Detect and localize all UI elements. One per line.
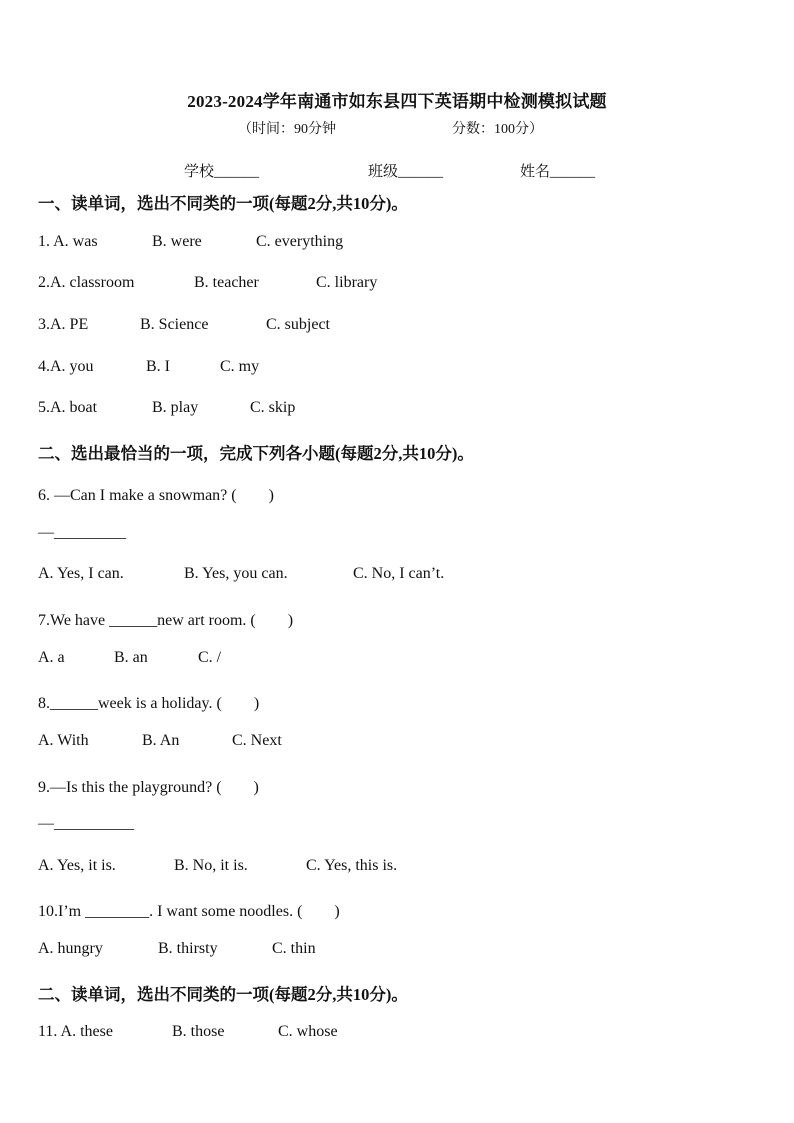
question-8-options: [38, 732, 778, 754]
q10-stem: 10.I’m ________. I want some noodles. ( ): [38, 903, 340, 920]
q9-option-c[interactable]: C. Yes, this is.: [306, 857, 398, 874]
page-title: 2023-2024学年南通市如东县四下英语期中检测模拟试题: [187, 92, 607, 111]
q2-option-a[interactable]: 2.A. classroom: [38, 274, 135, 291]
question-5: [38, 399, 778, 421]
q10-option-a[interactable]: A. hungry: [38, 940, 103, 957]
section-heading-1: 一、读单词，选出不同类的一项(每题2分,共10分)。: [38, 194, 408, 213]
q10-option-b[interactable]: B. thirsty: [158, 940, 218, 957]
q9-option-b[interactable]: B. No, it is.: [174, 857, 248, 874]
q9-answer-blank[interactable]: —__________: [38, 815, 134, 832]
q8-option-c[interactable]: C. Next: [232, 732, 282, 749]
q3-option-c[interactable]: C. subject: [266, 316, 330, 333]
exam-score: 分数：100分）: [452, 122, 543, 137]
question-3: [38, 316, 778, 338]
q3-option-b[interactable]: B. Science: [140, 316, 209, 333]
q6-option-c[interactable]: C. No, I can’t.: [353, 565, 445, 582]
q6-option-a[interactable]: A. Yes, I can.: [38, 565, 124, 582]
question-2: [38, 274, 778, 296]
q1-option-c[interactable]: C. everything: [256, 233, 344, 250]
q9-option-a[interactable]: A. Yes, it is.: [38, 857, 116, 874]
q4-option-a[interactable]: 4.A. you: [38, 358, 94, 375]
question-6-options: [38, 565, 778, 587]
section-heading-3: 二、读单词，选出不同类的一项(每题2分,共10分)。: [38, 985, 408, 1004]
q11-option-c[interactable]: C. whose: [278, 1023, 338, 1040]
q8-stem: 8.______week is a holiday. ( ): [38, 695, 260, 712]
q4-option-b[interactable]: B. I: [146, 358, 170, 375]
q4-option-c[interactable]: C. my: [220, 358, 260, 375]
q7-stem: 7.We have ______new art room. ( ): [38, 612, 294, 629]
q10-option-c[interactable]: C. thin: [272, 940, 316, 957]
q11-option-b[interactable]: B. those: [172, 1023, 225, 1040]
q1-option-a[interactable]: 1. A. was: [38, 233, 98, 250]
q9-stem: 9.—Is this the playground? ( ): [38, 779, 259, 796]
q2-option-c[interactable]: C. library: [316, 274, 378, 291]
question-9-options: [38, 857, 778, 879]
q6-answer-blank[interactable]: —_________: [38, 524, 126, 541]
q8-option-a[interactable]: A. With: [38, 732, 89, 749]
q3-option-a[interactable]: 3.A. PE: [38, 316, 89, 333]
q7-option-c[interactable]: C. /: [198, 649, 222, 666]
class-field[interactable]: 班级______: [368, 164, 444, 180]
question-11: [38, 1023, 778, 1045]
q6-option-b[interactable]: B. Yes, you can.: [184, 565, 288, 582]
q5-option-c[interactable]: C. skip: [250, 399, 296, 416]
section-heading-2: 二、选出最恰当的一项，完成下列各小题(每题2分,共10分)。: [38, 444, 474, 463]
q1-option-b[interactable]: B. were: [152, 233, 202, 250]
q6-stem: 6. —Can I make a snowman? ( ): [38, 487, 274, 504]
q7-option-b[interactable]: B. an: [114, 649, 148, 666]
q7-option-a[interactable]: A. a: [38, 649, 65, 666]
name-field[interactable]: 姓名______: [520, 164, 596, 180]
question-4: [38, 358, 778, 380]
question-10-options: [38, 940, 778, 962]
q2-option-b[interactable]: B. teacher: [194, 274, 259, 291]
question-1: [38, 233, 778, 255]
school-field[interactable]: 学校______: [184, 164, 260, 180]
question-7-options: [38, 649, 778, 671]
q5-option-b[interactable]: B. play: [152, 399, 199, 416]
exam-time: （时间：90分钟: [238, 122, 336, 137]
q8-option-b[interactable]: B. An: [142, 732, 180, 749]
q11-option-a[interactable]: 11. A. these: [38, 1023, 113, 1040]
q5-option-a[interactable]: 5.A. boat: [38, 399, 98, 416]
